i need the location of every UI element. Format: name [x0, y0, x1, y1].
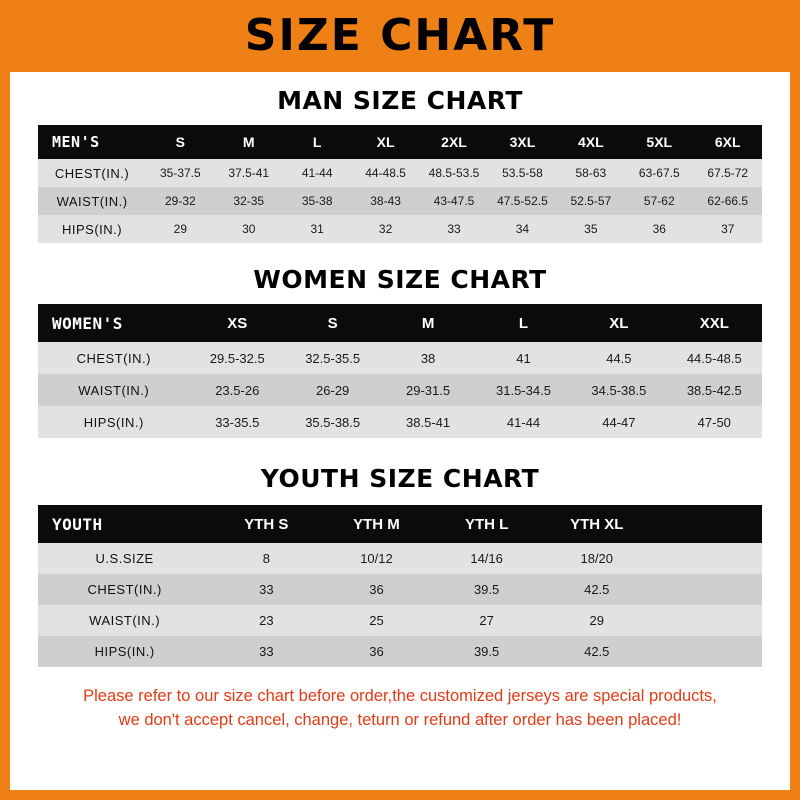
- women-table-header: [38, 304, 762, 342]
- men-size-table: [38, 125, 762, 243]
- youth-row3-cell4: 42.5: [542, 636, 652, 667]
- men-row0-cell4: 44-48.5: [351, 159, 419, 187]
- youth-row1-cell5: [652, 574, 762, 605]
- women-header-cell-6: XXL: [667, 304, 762, 342]
- youth-size-table: [38, 505, 762, 667]
- header-banner: [10, 0, 790, 72]
- youth-header-cell-4: YTH XL: [542, 505, 652, 543]
- men-row2-cell2: 30: [215, 215, 283, 243]
- youth-row3-cell5: [652, 636, 762, 667]
- men-row1-cell0: WAIST(IN.): [38, 187, 146, 215]
- table-row: [38, 374, 762, 406]
- women-header-cell-4: L: [476, 304, 571, 342]
- women-row1-cell4: 31.5-34.5: [476, 374, 571, 406]
- table-row: [38, 187, 762, 215]
- women-row2-cell6: 47-50: [667, 406, 762, 438]
- men-section: [10, 86, 790, 243]
- men-header-cell-7: 4XL: [557, 125, 625, 159]
- women-table-body: [38, 342, 762, 438]
- women-section-title: WOMEN SIZE CHART: [253, 265, 547, 294]
- youth-table-body: [38, 543, 762, 667]
- youth-header-cell-5: [652, 505, 762, 543]
- youth-section-title: YOUTH SIZE CHART: [260, 464, 540, 493]
- table-row: [38, 342, 762, 374]
- women-size-table: [38, 304, 762, 438]
- women-row1-cell1: 23.5-26: [190, 374, 285, 406]
- men-row0-cell1: 35-37.5: [146, 159, 214, 187]
- men-header-cell-1: S: [146, 125, 214, 159]
- women-row1-cell5: 34.5-38.5: [571, 374, 666, 406]
- youth-row2-cell4: 29: [542, 605, 652, 636]
- men-row0-cell2: 37.5-41: [215, 159, 283, 187]
- youth-row2-cell1: 23: [211, 605, 321, 636]
- men-row1-cell5: 43-47.5: [420, 187, 488, 215]
- men-row0-cell3: 41-44: [283, 159, 351, 187]
- women-row0-cell5: 44.5: [571, 342, 666, 374]
- table-row: [38, 159, 762, 187]
- men-row2-cell6: 34: [488, 215, 556, 243]
- women-row2-cell0: HIPS(IN.): [38, 406, 190, 438]
- men-header-cell-2: M: [215, 125, 283, 159]
- youth-row0-cell2: 10/12: [321, 543, 431, 574]
- table-row: [38, 215, 762, 243]
- youth-row0-cell3: 14/16: [432, 543, 542, 574]
- youth-header-cell-2: YTH M: [321, 505, 431, 543]
- table-row: [38, 574, 762, 605]
- youth-row3-cell3: 39.5: [432, 636, 542, 667]
- women-row1-cell6: 38.5-42.5: [667, 374, 762, 406]
- men-table-header: [38, 125, 762, 159]
- youth-row1-cell3: 39.5: [432, 574, 542, 605]
- men-row2-cell3: 31: [283, 215, 351, 243]
- women-header-cell-1: XS: [190, 304, 285, 342]
- youth-row0-cell0: U.S.SIZE: [38, 543, 211, 574]
- women-row1-cell0: WAIST(IN.): [38, 374, 190, 406]
- women-row0-cell6: 44.5-48.5: [667, 342, 762, 374]
- women-header-cell-5: XL: [571, 304, 666, 342]
- youth-row3-cell2: 36: [321, 636, 431, 667]
- youth-row1-cell1: 33: [211, 574, 321, 605]
- women-row2-cell5: 44-47: [571, 406, 666, 438]
- women-section: [10, 265, 790, 438]
- table-row: [38, 543, 762, 574]
- men-row1-cell2: 32-35: [215, 187, 283, 215]
- table-row: [38, 605, 762, 636]
- men-row0-cell6: 53.5-58: [488, 159, 556, 187]
- men-row0-cell9: 67.5-72: [693, 159, 762, 187]
- youth-header-cell-3: YTH L: [432, 505, 542, 543]
- women-row2-cell4: 41-44: [476, 406, 571, 438]
- men-header-cell-8: 5XL: [625, 125, 693, 159]
- youth-header-cell-1: YTH S: [211, 505, 321, 543]
- men-section-title: MAN SIZE CHART: [277, 86, 523, 115]
- women-header-cell-3: M: [380, 304, 475, 342]
- men-header-cell-4: XL: [351, 125, 419, 159]
- youth-table-header: [38, 505, 762, 543]
- men-row0-cell8: 63-67.5: [625, 159, 693, 187]
- women-header-cell-0: WOMEN'S: [38, 304, 190, 342]
- table-row: [38, 406, 762, 438]
- men-row1-cell3: 35-38: [283, 187, 351, 215]
- men-row2-cell5: 33: [420, 215, 488, 243]
- men-header-cell-3: L: [283, 125, 351, 159]
- youth-row1-cell4: 42.5: [542, 574, 652, 605]
- youth-row2-cell5: [652, 605, 762, 636]
- footer-line-2: we don't accept cancel, change, teturn or refund after order has been placed!: [118, 710, 682, 729]
- men-row2-cell9: 37: [693, 215, 762, 243]
- men-row1-cell1: 29-32: [146, 187, 214, 215]
- men-header-cell-9: 6XL: [693, 125, 762, 159]
- women-row0-cell0: CHEST(IN.): [38, 342, 190, 374]
- men-row2-cell4: 32: [351, 215, 419, 243]
- men-header-cell-5: 2XL: [420, 125, 488, 159]
- table-header-row: [38, 125, 762, 159]
- men-row0-cell7: 58-63: [557, 159, 625, 187]
- youth-row1-cell2: 36: [321, 574, 431, 605]
- youth-row2-cell3: 27: [432, 605, 542, 636]
- men-row1-cell9: 62-66.5: [693, 187, 762, 215]
- men-table-body: [38, 159, 762, 243]
- men-row2-cell1: 29: [146, 215, 214, 243]
- youth-row3-cell1: 33: [211, 636, 321, 667]
- women-row2-cell1: 33-35.5: [190, 406, 285, 438]
- youth-row2-cell0: WAIST(IN.): [38, 605, 211, 636]
- men-row0-cell0: CHEST(IN.): [38, 159, 146, 187]
- women-row2-cell2: 35.5-38.5: [285, 406, 380, 438]
- bottom-accent-band: [10, 790, 790, 800]
- women-row1-cell2: 26-29: [285, 374, 380, 406]
- women-row1-cell3: 29-31.5: [380, 374, 475, 406]
- women-row0-cell4: 41: [476, 342, 571, 374]
- women-row2-cell3: 38.5-41: [380, 406, 475, 438]
- men-row1-cell4: 38-43: [351, 187, 419, 215]
- table-row: [38, 636, 762, 667]
- women-row0-cell3: 38: [380, 342, 475, 374]
- men-row2-cell0: HIPS(IN.): [38, 215, 146, 243]
- youth-row0-cell5: [652, 543, 762, 574]
- youth-row0-cell4: 18/20: [542, 543, 652, 574]
- footer-disclaimer: [10, 685, 790, 733]
- youth-row3-cell0: HIPS(IN.): [38, 636, 211, 667]
- page-title: SIZE CHART: [244, 10, 556, 61]
- table-header-row: [38, 304, 762, 342]
- table-header-row: [38, 505, 762, 543]
- men-header-cell-6: 3XL: [488, 125, 556, 159]
- women-row0-cell1: 29.5-32.5: [190, 342, 285, 374]
- youth-header-cell-0: YOUTH: [38, 505, 211, 543]
- youth-row0-cell1: 8: [211, 543, 321, 574]
- men-header-cell-0: MEN'S: [38, 125, 146, 159]
- women-row0-cell2: 32.5-35.5: [285, 342, 380, 374]
- women-header-cell-2: S: [285, 304, 380, 342]
- youth-row1-cell0: CHEST(IN.): [38, 574, 211, 605]
- youth-section: [10, 464, 790, 667]
- men-row2-cell7: 35: [557, 215, 625, 243]
- men-row1-cell6: 47.5-52.5: [488, 187, 556, 215]
- men-row2-cell8: 36: [625, 215, 693, 243]
- footer-line-1: Please refer to our size chart before order,the customized jerseys are special products,: [83, 687, 717, 705]
- men-row1-cell7: 52.5-57: [557, 187, 625, 215]
- men-row1-cell8: 57-62: [625, 187, 693, 215]
- youth-row2-cell2: 25: [321, 605, 431, 636]
- men-row0-cell5: 48.5-53.5: [420, 159, 488, 187]
